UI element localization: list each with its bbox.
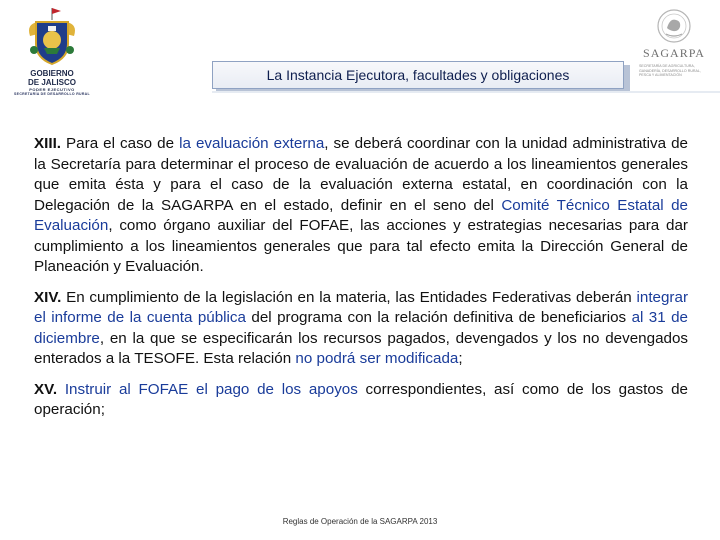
- header-divider: [212, 91, 720, 93]
- slide-title: La Instancia Ejecutora, facultades y obligaciones: [212, 61, 624, 89]
- gov-logo-line-2: DE JALISCO: [27, 78, 76, 87]
- mexico-eagle-seal-icon: [652, 8, 696, 44]
- highlight-segment: al 31 de diciembre: [34, 309, 688, 347]
- paragraph-number: XV.: [34, 380, 58, 398]
- sagarpa-subtitle-line-2: GANADERÍA, DESARROLLO RURAL,: [639, 68, 701, 73]
- sagarpa-subtitle: [639, 64, 709, 78]
- highlight-segment: la evaluación externa: [179, 135, 325, 152]
- jalisco-government-logo: [6, 6, 98, 98]
- highlight-segment: no podrá ser modificada: [295, 350, 459, 367]
- footer-caption: Reglas de Operación de la SAGARPA 2013: [282, 517, 438, 526]
- sagarpa-logo: [632, 8, 716, 98]
- text-segment: ;: [458, 350, 463, 367]
- text-segment: [57, 381, 65, 398]
- highlight-segment: integrar el informe de la cuenta pública: [34, 288, 688, 326]
- text-segment: , en la que se especificarán los recursos pagados, devengados y los no devengados enterados a la TESOFE. Esta relación: [34, 329, 688, 367]
- sagarpa-subtitle-line-1: SECRETARÍA DE AGRICULTURA,: [639, 64, 695, 68]
- highlight-segment: Instruir al FOFAE el pago de los apoyos: [64, 380, 358, 398]
- jalisco-coat-of-arms-icon: [24, 6, 80, 68]
- slide-body: [34, 134, 688, 431]
- text-segment: Para el caso de: [61, 135, 180, 152]
- gov-logo-line-1: GOBIERNO: [30, 69, 74, 78]
- text-segment: En cumplimiento de la legislación en la materia, las Entidades Federativas deberán: [61, 288, 637, 306]
- text-segment: , como órgano auxiliar del FOFAE, las acciones y estrategias necesarias para dar cumplimiento a los lineamientos generales que para tal efecto emita la Dirección General de Planeación y Evaluación.: [34, 217, 688, 275]
- paragraph-number: XIII.: [34, 135, 62, 152]
- text-segment: correspondientes, así como de los gastos de operación;: [34, 380, 688, 418]
- sagarpa-subtitle-line-3: PESCA Y ALIMENTACIÓN: [639, 73, 682, 78]
- paragraph-number: XIV.: [34, 288, 62, 306]
- sagarpa-name: SAGARPA: [643, 46, 705, 60]
- text-segment: del programa con la relación definitiva de beneficiarios: [245, 309, 632, 326]
- paragraph-xiii: [34, 134, 688, 278]
- paragraph-xiv: [34, 288, 688, 370]
- gov-logo-line-3: PODER EJECUTIVO: [29, 87, 75, 92]
- gov-logo-line-4: SECRETARÍA DE DESARROLLO RURAL: [14, 92, 90, 96]
- paragraph-xv: [34, 380, 688, 421]
- text-segment: , se deberá coordinar con la unidad administrativa de la Secretaría para determinar el proceso de evaluación de acuerdo a los lineamientos generales que emita ésta y para el caso de la evaluación externa estatal, en coordinación con la Delegación de la SAGARPA en el estado, definir en el seno del: [34, 135, 688, 214]
- highlight-segment: Comité Técnico Estatal de Evaluación: [34, 196, 688, 234]
